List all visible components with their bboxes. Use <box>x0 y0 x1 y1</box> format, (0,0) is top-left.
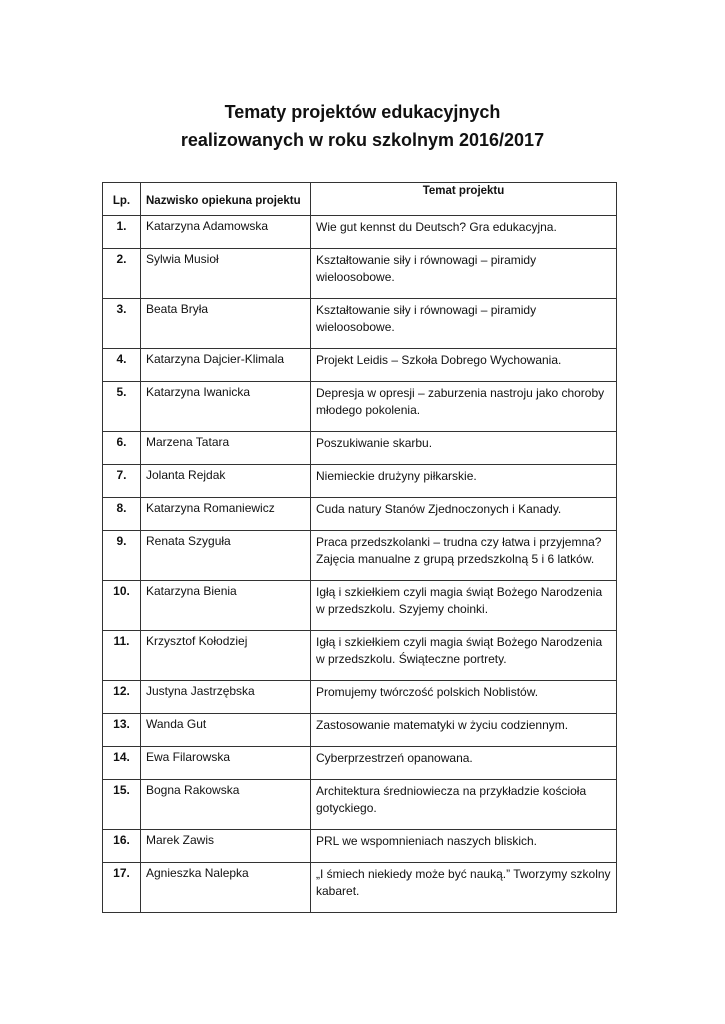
row-topic: Wie gut kennst du Deutsch? Gra edukacyjna. <box>311 216 617 249</box>
table-row <box>103 780 617 830</box>
table-row <box>103 531 617 581</box>
table-row <box>103 681 617 714</box>
row-number: 11. <box>103 631 141 681</box>
row-teacher: Katarzyna Romaniewicz <box>141 498 311 531</box>
table-row <box>103 432 617 465</box>
row-teacher: Wanda Gut <box>141 714 311 747</box>
table-row <box>103 581 617 631</box>
row-number: 15. <box>103 780 141 830</box>
table-row <box>103 830 617 863</box>
row-topic: Igłą i szkiełkiem czyli magia świąt Bożego Narodzenia w przedszkolu. Świąteczne portrety. <box>311 631 617 681</box>
title-line-1: Tematy projektów edukacyjnych <box>224 102 501 122</box>
row-number: 9. <box>103 531 141 581</box>
row-topic: Poszukiwanie skarbu. <box>311 432 617 465</box>
row-number: 12. <box>103 681 141 714</box>
row-teacher: Krzysztof Kołodziej <box>141 631 311 681</box>
table-row <box>103 465 617 498</box>
row-teacher: Katarzyna Bienia <box>141 581 311 631</box>
row-number: 5. <box>103 382 141 432</box>
row-topic: Kształtowanie siły i równowagi – piramidy wieloosobowe. <box>311 299 617 349</box>
table-row <box>103 382 617 432</box>
row-number: 16. <box>103 830 141 863</box>
table-row <box>103 863 617 913</box>
row-teacher: Justyna Jastrzębska <box>141 681 311 714</box>
table-header-row <box>103 183 617 216</box>
row-teacher: Renata Szyguła <box>141 531 311 581</box>
row-teacher: Beata Bryła <box>141 299 311 349</box>
row-teacher: Katarzyna Iwanicka <box>141 382 311 432</box>
table-row <box>103 349 617 382</box>
row-topic: Promujemy twórczość polskich Noblistów. <box>311 681 617 714</box>
row-topic: Architektura średniowiecza na przykładzie kościoła gotyckiego. <box>311 780 617 830</box>
row-topic: Cyberprzestrzeń opanowana. <box>311 747 617 780</box>
row-number: 1. <box>103 216 141 249</box>
table-row <box>103 747 617 780</box>
row-number: 4. <box>103 349 141 382</box>
row-topic: Kształtowanie siły i równowagi – piramidy wieloosobowe. <box>311 249 617 299</box>
row-topic: Igłą i szkiełkiem czyli magia świąt Bożego Narodzenia w przedszkolu. Szyjemy choinki. <box>311 581 617 631</box>
row-topic: Niemieckie drużyny piłkarskie. <box>311 465 617 498</box>
table-row <box>103 299 617 349</box>
table-row <box>103 498 617 531</box>
table-row <box>103 714 617 747</box>
row-teacher: Agnieszka Nalepka <box>141 863 311 913</box>
row-number: 3. <box>103 299 141 349</box>
row-topic: Zastosowanie matematyki w życiu codziennym. <box>311 714 617 747</box>
row-topic: Projekt Leidis – Szkoła Dobrego Wychowania. <box>311 349 617 382</box>
row-number: 14. <box>103 747 141 780</box>
header-name: Nazwisko opiekuna projektu <box>141 183 311 216</box>
row-number: 8. <box>103 498 141 531</box>
row-teacher: Jolanta Rejdak <box>141 465 311 498</box>
title-line-2: realizowanych w roku szkolnym 2016/2017 <box>180 130 545 150</box>
document-title <box>0 98 725 154</box>
row-topic: „I śmiech niekiedy może być nauką.” Tworzymy szkolny kabaret. <box>311 863 617 913</box>
row-teacher: Marzena Tatara <box>141 432 311 465</box>
row-teacher: Marek Zawis <box>141 830 311 863</box>
row-teacher: Sylwia Musioł <box>141 249 311 299</box>
projects-table <box>102 182 617 913</box>
row-teacher: Katarzyna Dajcier-Klimala <box>141 349 311 382</box>
row-number: 10. <box>103 581 141 631</box>
table-row <box>103 631 617 681</box>
row-topic: PRL we wspomnieniach naszych bliskich. <box>311 830 617 863</box>
row-topic: Cuda natury Stanów Zjednoczonych i Kanady. <box>311 498 617 531</box>
row-topic: Depresja w opresji – zaburzenia nastroju jako choroby młodego pokolenia. <box>311 382 617 432</box>
row-number: 13. <box>103 714 141 747</box>
row-number: 7. <box>103 465 141 498</box>
row-number: 17. <box>103 863 141 913</box>
row-topic: Praca przedszkolanki – trudna czy łatwa i przyjemna? Zajęcia manualne z grupą przedszkolną 5 i 6 latków. <box>311 531 617 581</box>
row-teacher: Katarzyna Adamowska <box>141 216 311 249</box>
row-teacher: Ewa Filarowska <box>141 747 311 780</box>
row-number: 2. <box>103 249 141 299</box>
table-row <box>103 216 617 249</box>
row-number: 6. <box>103 432 141 465</box>
header-lp: Lp. <box>103 183 141 216</box>
row-teacher: Bogna Rakowska <box>141 780 311 830</box>
header-topic: Temat projektu <box>311 183 617 216</box>
table-row <box>103 249 617 299</box>
